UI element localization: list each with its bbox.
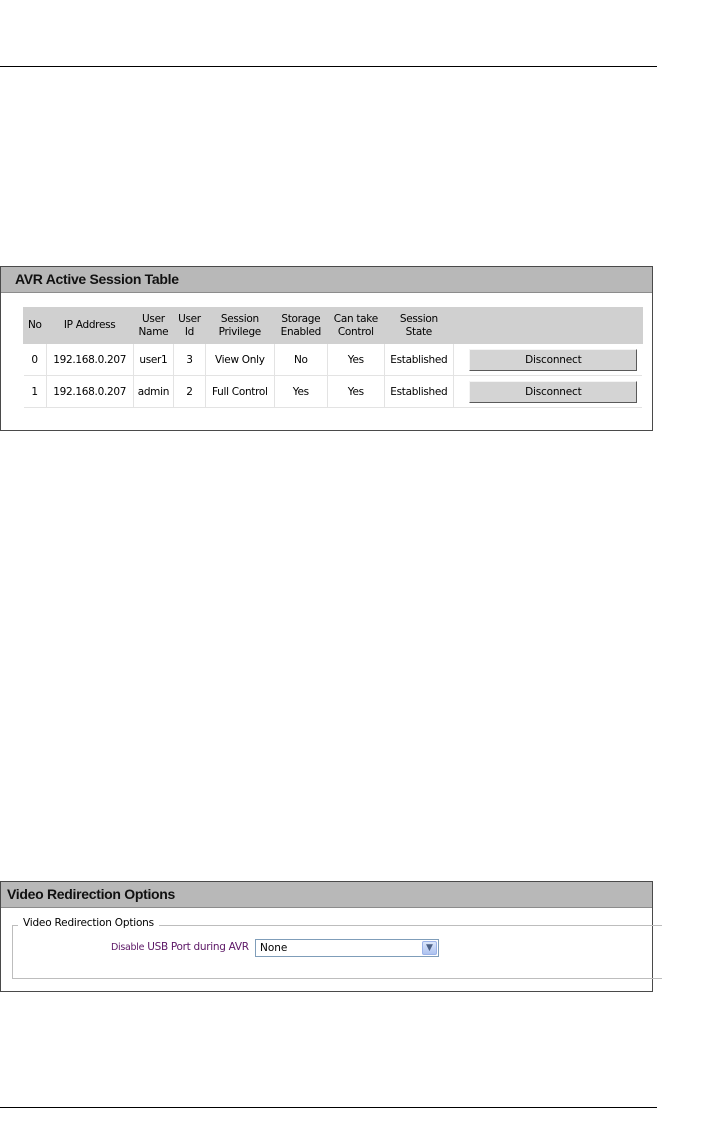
- cell-control: Yes: [327, 376, 384, 408]
- table-row: [24, 344, 643, 376]
- col-can-take-control: Can take Control: [327, 308, 384, 344]
- cell-user-id: 3: [174, 344, 206, 376]
- col-user-id: User Id: [174, 308, 206, 344]
- table-row: [24, 376, 643, 408]
- disconnect-button[interactable]: Disconnect: [469, 381, 637, 403]
- table-header-row: [24, 308, 643, 344]
- session-table: [23, 307, 643, 408]
- fieldset-legend: Video Redirection Options: [18, 917, 159, 929]
- col-action: [453, 308, 642, 344]
- cell-user-name: user1: [133, 344, 173, 376]
- col-session-state: Session State: [384, 308, 453, 344]
- select-value: None: [260, 942, 288, 954]
- col-no: No: [24, 308, 47, 344]
- video-redirection-panel: [0, 881, 653, 992]
- cell-ip: 192.168.0.207: [46, 344, 133, 376]
- cell-control: Yes: [327, 344, 384, 376]
- label-prefix: Disable: [111, 942, 145, 953]
- cell-user-name: admin: [133, 376, 173, 408]
- cell-storage: No: [274, 344, 327, 376]
- cell-user-id: 2: [174, 376, 206, 408]
- video-redirection-title: Video Redirection Options: [1, 882, 652, 908]
- cell-privilege: View Only: [205, 344, 274, 376]
- disconnect-button[interactable]: Disconnect: [469, 349, 637, 371]
- usb-port-label: [111, 941, 249, 953]
- video-redirection-fieldset: [12, 917, 662, 979]
- cell-action: [453, 344, 642, 376]
- cell-no: 1: [24, 376, 47, 408]
- col-ip-address: IP Address: [46, 308, 133, 344]
- top-divider: [0, 66, 657, 67]
- cell-storage: Yes: [274, 376, 327, 408]
- session-table-title: AVR Active Session Table: [1, 267, 652, 293]
- cell-ip: 192.168.0.207: [46, 376, 133, 408]
- col-storage-enabled: Storage Enabled: [274, 308, 327, 344]
- chevron-down-icon[interactable]: ▼: [422, 941, 437, 955]
- cell-state: Established: [384, 344, 453, 376]
- cell-action: [453, 376, 642, 408]
- cell-privilege: Full Control: [205, 376, 274, 408]
- col-session-privilege: Session Privilege: [205, 308, 274, 344]
- cell-no: 0: [24, 344, 47, 376]
- bottom-divider: [0, 1107, 657, 1108]
- disable-usb-select[interactable]: [255, 939, 439, 957]
- col-user-name: User Name: [133, 308, 173, 344]
- avr-session-panel: [0, 266, 653, 431]
- label-rest: USB Port during AVR: [147, 941, 249, 953]
- cell-state: Established: [384, 376, 453, 408]
